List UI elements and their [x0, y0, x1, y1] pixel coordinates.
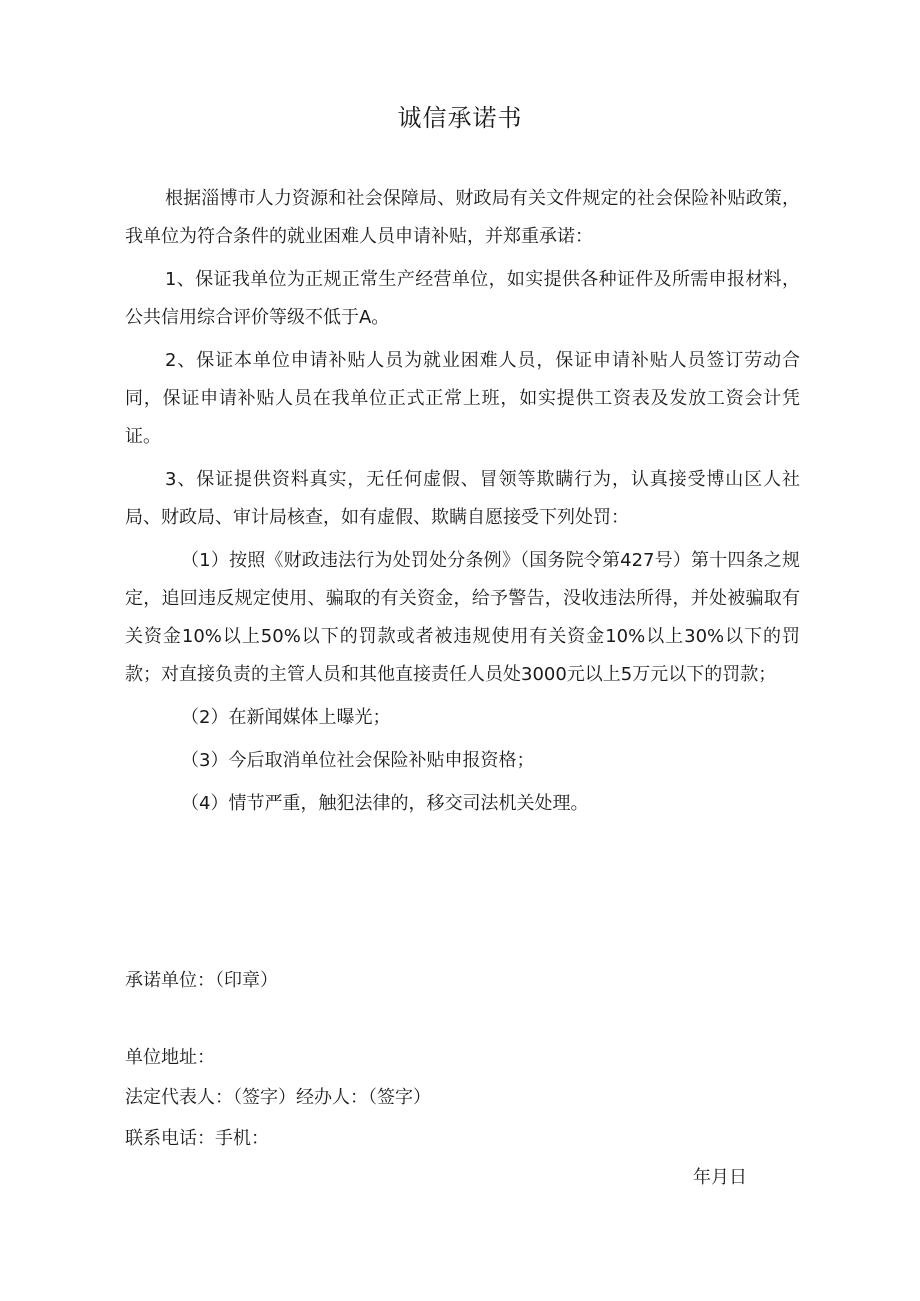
contact-phone-line: 联系电话：手机： — [125, 1128, 269, 1149]
clause-2: 2、保证本单位申请补贴人员为就业困难人员，保证申请补贴人员签订劳动合同，保证申请补贴人员在我单位正式正常上班，如实提供工资表及发放工资会计凭证。 — [125, 350, 800, 447]
intro-paragraph: 根据淄博市人力资源和社会保障局、财政局有关文件规定的社会保险补贴政策，我单位为符合条件的就业困难人员申请补贴，并郑重承诺： — [125, 188, 800, 247]
document-title: 诚信承诺书 — [397, 104, 523, 132]
penalty-4: （4）情节严重，触犯法律的，移交司法机关处理。 — [181, 793, 589, 814]
committing-unit-line: 承诺单位：（印章） — [125, 970, 278, 991]
unit-address-line: 单位地址： — [125, 1047, 215, 1068]
representative-signature-line: 法定代表人：（签字）经办人：（签字） — [125, 1087, 431, 1108]
date-line: 年月日 — [693, 1167, 747, 1188]
penalty-3: （3）今后取消单位社会保险补贴申报资格； — [181, 750, 535, 771]
document-body — [125, 180, 800, 828]
penalty-1: （1）按照《财政违法行为处罚处分条例》（国务院令第427号）第十四条之规定，追回违反规定使用、骗取的有关资金，给予警告，没收违法所得，并处被骗取有关资金10%以上50%以下的罚款或者被违规使用有关资金10%以上30%以下的罚款；对直接负责的主管人员和其他直接责任人员处3000元以上5万元以下的罚款； — [125, 550, 800, 685]
penalty-2: （2）在新闻媒体上曝光； — [181, 707, 391, 728]
clause-1: 1、保证我单位为正规正常生产经营单位，如实提供各种证件及所需申报材料，公共信用综合评价等级不低于A。 — [125, 269, 800, 328]
clause-3: 3、保证提供资料真实，无任何虚假、冒领等欺瞒行为，认真接受博山区人社局、财政局、审计局核查，如有虚假、欺瞒自愿接受下列处罚： — [125, 469, 800, 528]
